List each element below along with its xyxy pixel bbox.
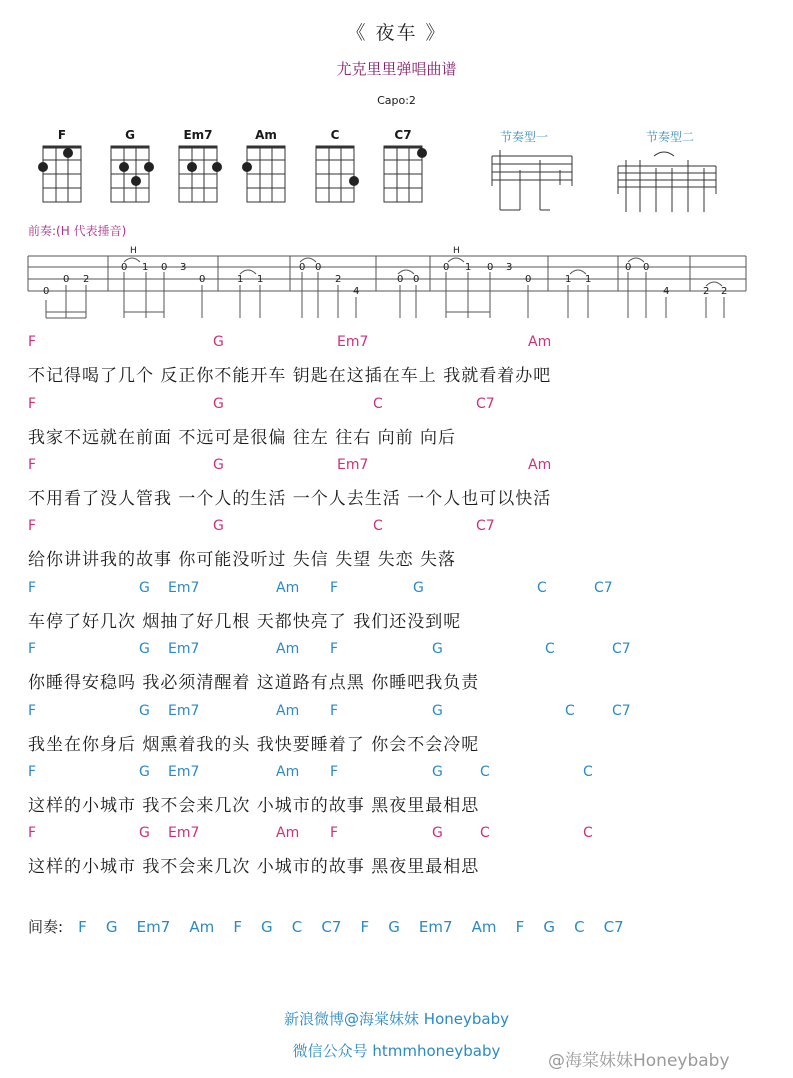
tab-number: 2 xyxy=(721,286,728,297)
chord-diagram-grids xyxy=(43,146,422,202)
interlude-chord: G xyxy=(261,918,273,936)
chord-label: F xyxy=(330,825,339,841)
intro-tab-staff xyxy=(28,256,746,318)
chord-label: C xyxy=(537,580,547,596)
tab-number: 0 xyxy=(525,274,532,285)
interlude-chord: C7 xyxy=(603,918,624,936)
interlude-chord: F xyxy=(515,918,525,936)
lyric-line: 不记得喝了几个 反正你不能开车 钥匙在这插在车上 我就看着办吧 xyxy=(28,366,552,386)
lyric-line: 这样的小城市 我不会来几次 小城市的故事 黑夜里最相思 xyxy=(28,857,480,877)
chord-label: G xyxy=(139,825,150,841)
chord-label: F xyxy=(330,580,339,596)
chord-label: C xyxy=(373,518,383,534)
chord-label: Am xyxy=(276,580,300,596)
hammer-mark: H xyxy=(130,246,137,256)
tab-number: 2 xyxy=(703,286,710,297)
chord-label: Em7 xyxy=(168,825,200,841)
chord-name-am: Am xyxy=(255,128,277,142)
interlude-chord: C7 xyxy=(321,918,342,936)
chord-label: G xyxy=(213,334,224,350)
chord-label: Em7 xyxy=(337,334,369,350)
interlude-label: 间奏: xyxy=(28,918,64,936)
chord-label: C xyxy=(583,764,593,780)
chord-label: F xyxy=(28,580,37,596)
footer-wechat: 微信公众号 htmmhoneybaby xyxy=(292,1042,501,1060)
tab-number: 1 xyxy=(465,262,472,273)
tab-number: 1 xyxy=(585,274,592,285)
chord-label: F xyxy=(330,703,339,719)
chord-label: Am xyxy=(276,764,300,780)
interlude-chord: C xyxy=(291,918,303,936)
chord-label: Em7 xyxy=(168,641,200,657)
chord-label: F xyxy=(28,825,37,841)
tab-number: 0 xyxy=(161,262,168,273)
watermark: @海棠妹妹Honeybaby xyxy=(548,1051,730,1071)
tab-number: 0 xyxy=(413,274,420,285)
tab-number: 0 xyxy=(443,262,450,273)
lyric-line: 你睡得安稳吗 我必须清醒着 这道路有点黑 你睡吧我负责 xyxy=(28,673,480,693)
chord-label: G xyxy=(413,580,424,596)
tab-number: 0 xyxy=(315,262,322,273)
tab-number: 1 xyxy=(565,274,572,285)
chord-label: Em7 xyxy=(337,457,369,473)
finger-dots xyxy=(38,148,427,186)
chord-label: Am xyxy=(276,641,300,657)
interlude-chord: G xyxy=(105,918,118,936)
chord-label: C xyxy=(545,641,555,657)
tab-number: 3 xyxy=(506,262,513,273)
intro-label: 前奏:(H 代表捶音) xyxy=(28,224,127,238)
footer-weibo: 新浪微博@海棠妹妹 Honeybaby xyxy=(284,1010,509,1028)
lyric-line: 车停了好几次 烟抽了好几根 天都快亮了 我们还没到呢 xyxy=(28,612,462,632)
chord-label: Em7 xyxy=(168,764,200,780)
tab-number: 4 xyxy=(353,286,360,297)
tab-number: 3 xyxy=(180,262,187,273)
tab-number: 0 xyxy=(43,286,50,297)
lyric-line: 不用看了没人管我 一个人的生活 一个人去生活 一个人也可以快活 xyxy=(28,489,552,509)
chord-label: G xyxy=(139,641,150,657)
lyric-line: 这样的小城市 我不会来几次 小城市的故事 黑夜里最相思 xyxy=(28,796,480,816)
tab-number: 2 xyxy=(335,274,342,285)
tab-number: 0 xyxy=(299,262,306,273)
chord-label: C7 xyxy=(476,396,495,412)
chord-label: C xyxy=(480,764,490,780)
chord-label: F xyxy=(28,396,37,412)
interlude-chord: F xyxy=(78,918,87,936)
tab-number: 0 xyxy=(625,262,632,273)
chord-label: G xyxy=(139,580,150,596)
chord-diagram-g xyxy=(111,146,149,202)
lyric-line: 我坐在你身后 烟熏着我的头 我快要睡着了 你会不会冷呢 xyxy=(28,735,480,755)
tab-number: 4 xyxy=(663,286,670,297)
chord-label: F xyxy=(330,764,339,780)
chord-name-g: G xyxy=(125,128,135,142)
chord-label: Em7 xyxy=(168,580,200,596)
chord-label: C7 xyxy=(612,641,631,657)
chord-diagram-em7 xyxy=(179,146,217,202)
interlude-chord: Am xyxy=(189,918,215,936)
chord-label: F xyxy=(28,764,37,780)
chord-label: C xyxy=(373,396,383,412)
chord-label: G xyxy=(213,518,224,534)
subtitle: 尤克里里弹唱曲谱 xyxy=(336,60,457,78)
chord-label: F xyxy=(330,641,339,657)
rhythm-pattern-2 xyxy=(618,152,716,212)
chord-label: G xyxy=(432,641,443,657)
tab-number: 1 xyxy=(257,274,264,285)
chord-label: F xyxy=(28,334,37,350)
chord-name-em7: Em7 xyxy=(183,128,213,142)
chord-label: F xyxy=(28,641,37,657)
chord-label: Am xyxy=(276,703,300,719)
chord-name-c7: C7 xyxy=(394,128,412,142)
chord-label: C7 xyxy=(594,580,613,596)
rhythm-label-2: 节奏型二 xyxy=(646,130,695,144)
chord-label: Am xyxy=(276,825,300,841)
tab-number: 0 xyxy=(487,262,494,273)
chord-name-c: C xyxy=(330,128,340,142)
interlude-chord: Em7 xyxy=(418,918,453,936)
rhythm-pattern-1 xyxy=(492,150,572,210)
interlude-chord: F xyxy=(233,918,242,936)
tab-number: 1 xyxy=(237,274,244,285)
chord-label: C xyxy=(583,825,593,841)
tab-number: 0 xyxy=(63,274,70,285)
rhythm-label-1: 节奏型一 xyxy=(500,130,549,144)
chord-label: G xyxy=(139,703,150,719)
chord-label: C7 xyxy=(612,703,631,719)
chord-label: G xyxy=(139,764,150,780)
chord-diagram-c xyxy=(316,146,354,202)
capo-info: Capo:2 xyxy=(377,94,416,107)
chord-label: G xyxy=(432,764,443,780)
chord-label: G xyxy=(432,703,443,719)
tab-number: 0 xyxy=(121,262,128,273)
chord-label: Am xyxy=(528,457,552,473)
hammer-mark: H xyxy=(453,246,460,256)
chord-label: Em7 xyxy=(168,703,200,719)
chord-label: G xyxy=(432,825,443,841)
song-title: 《 夜车 》 xyxy=(346,22,447,44)
lyric-line: 我家不远就在前面 不远可是很偏 往左 往右 向前 向后 xyxy=(28,428,457,448)
tab-number: 0 xyxy=(199,274,206,285)
chord-label: G xyxy=(213,396,224,412)
chord-diagram-am xyxy=(247,146,285,202)
lyric-line: 给你讲讲我的故事 你可能没听过 失信 失望 失恋 失落 xyxy=(28,550,457,570)
chord-name-f: F xyxy=(57,128,67,142)
chord-diagram-c7 xyxy=(384,146,422,202)
tab-number: 1 xyxy=(142,262,149,273)
chord-label: C7 xyxy=(476,518,495,534)
chord-label: C xyxy=(480,825,490,841)
interlude-chord: G xyxy=(543,918,555,936)
chord-label: C xyxy=(565,703,575,719)
chord-diagram-f xyxy=(43,146,81,202)
interlude-chord: Em7 xyxy=(136,918,171,936)
tab-number: 2 xyxy=(83,274,90,285)
chord-label: F xyxy=(28,518,37,534)
interlude-chord: C xyxy=(574,918,585,936)
chord-label: F xyxy=(28,703,37,719)
tab-number: 0 xyxy=(643,262,650,273)
chord-label: G xyxy=(213,457,224,473)
chord-label: Am xyxy=(528,334,552,350)
interlude-chord: Am xyxy=(471,918,497,936)
interlude-row xyxy=(28,916,624,937)
interlude-chord: G xyxy=(388,918,400,936)
tab-number: 0 xyxy=(397,274,404,285)
chord-label: F xyxy=(28,457,37,473)
interlude-chord: F xyxy=(360,918,370,936)
